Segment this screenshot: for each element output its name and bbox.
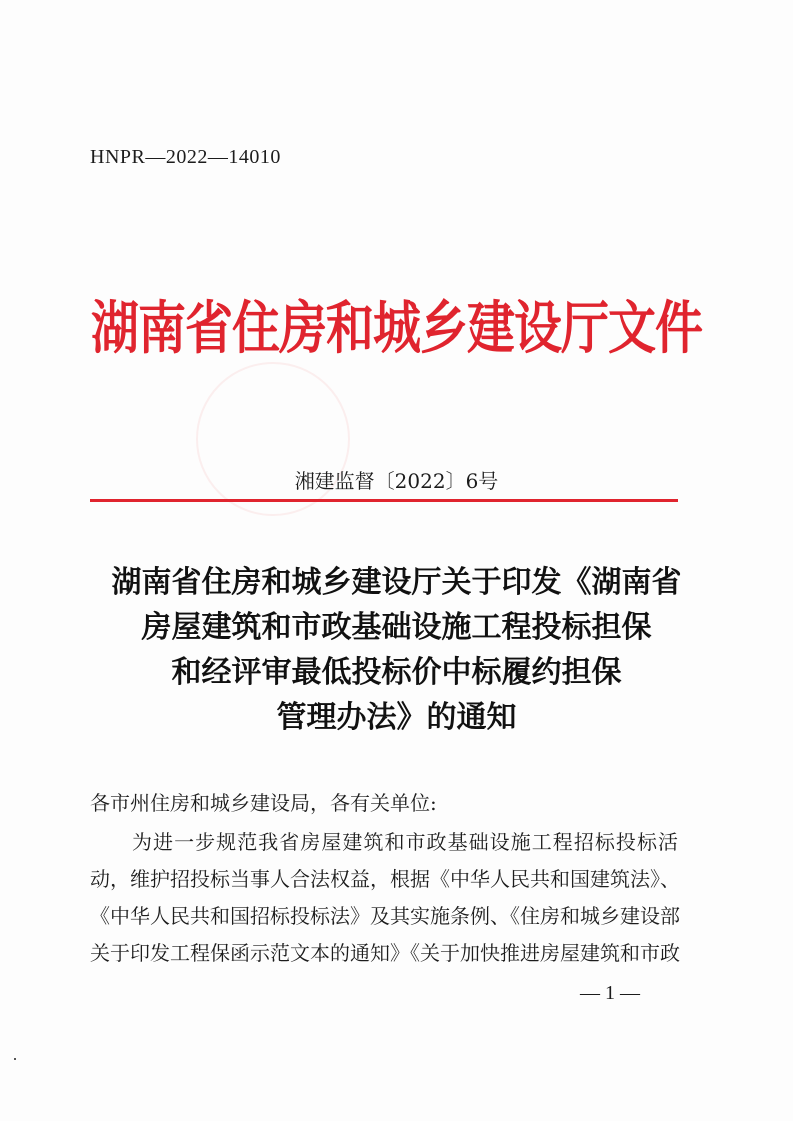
body-line: 关于印发工程保函示范文本的通知》《关于加快推进房屋建筑和市政	[90, 941, 680, 965]
body-paragraph	[90, 824, 678, 972]
notice-title-line: 房屋建筑和市政基础设施工程投标担保	[141, 610, 652, 645]
red-divider-line	[90, 499, 678, 502]
salutation: 各市州住房和城乡建设局，各有关单位:	[90, 791, 437, 815]
margin-mark	[14, 1058, 16, 1060]
notice-title-line: 和经评审最低投标价中标履约担保	[171, 655, 622, 690]
red-header-title: 湖南省住房和城乡建设厅文件	[90, 295, 702, 362]
page-number: — 1 —	[580, 982, 640, 1004]
body-line: 动，维护招投标当事人合法权益，根据《中华人民共和国建筑法》、	[90, 867, 680, 891]
notice-title-line: 湖南省住房和城乡建设厅关于印发《湖南省	[111, 565, 682, 600]
document-code: HNPR—2022—14010	[90, 146, 281, 168]
notice-title	[0, 560, 793, 740]
body-line: 《中华人民共和国招标投标法》及其实施条例、《住房和城乡建设部	[90, 904, 680, 928]
body-line: 为进一步规范我省房屋建筑和市政基础设施工程招标投标活	[132, 830, 678, 854]
document-number: 湘建监督〔2022〕6号	[294, 469, 499, 493]
notice-title-line: 管理办法》的通知	[276, 700, 517, 735]
